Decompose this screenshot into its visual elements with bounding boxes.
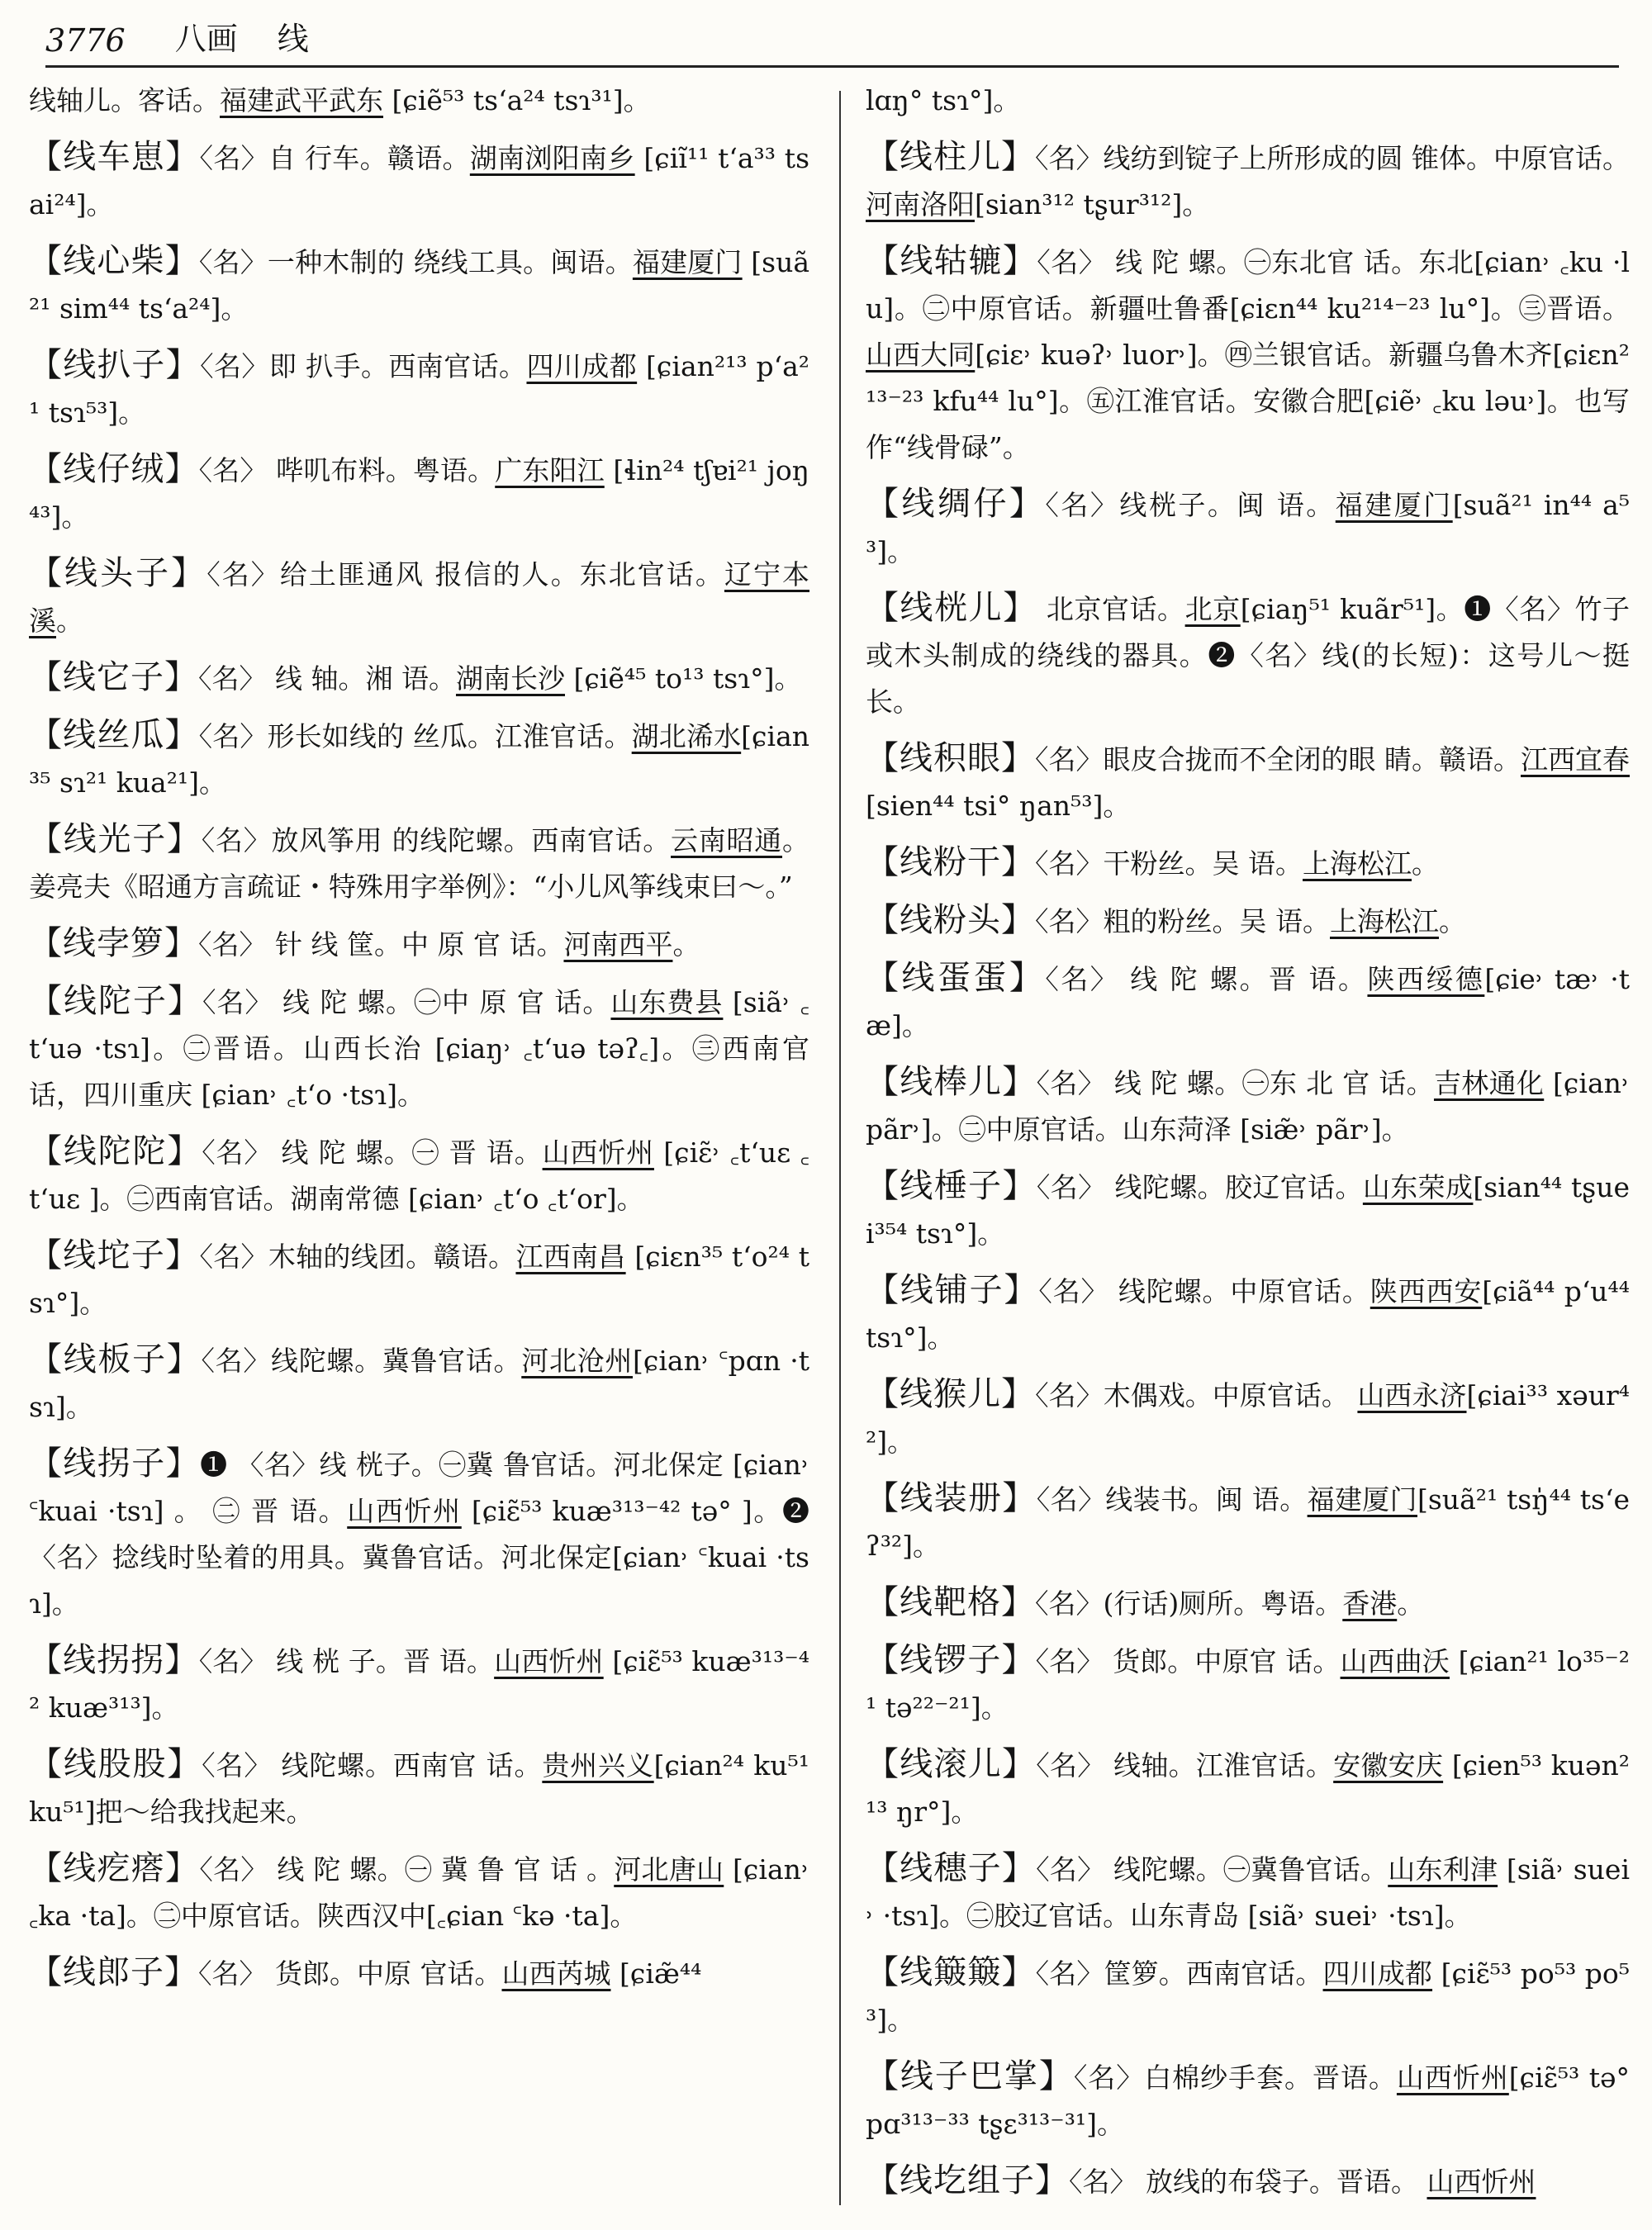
dictionary-entry xyxy=(866,238,1630,471)
entry-definition: 〈名〉 线陀螺。中原官话。 xyxy=(1038,1275,1370,1307)
entry-location: 福建厦门 xyxy=(632,246,743,278)
entry-location: 山西忻州 xyxy=(347,1495,462,1527)
dictionary-entry xyxy=(29,712,809,806)
entry-definition: lɑŋ° tsɿ°]。 xyxy=(866,84,1021,116)
entry-pronunciation: 。 xyxy=(1412,847,1439,880)
entry-location: 山西忻州 xyxy=(1427,2166,1536,2198)
entry-definition: 〈名〉即 扒手。西南官话。 xyxy=(200,350,527,382)
entry-pronunciation: [siã˒ ꜀t‘uə ·tsɿ]。㊁晋语。山西长治 [ɕiaŋ˒ ꜀t‘uə təʔ꜀]。㊂西南官话，四川重庆 [ɕian˒ ꜀t‘o ·tsɿ]。 xyxy=(29,986,809,1111)
entry-headword: 【线丝瓜】 xyxy=(29,716,199,754)
entry-headword: 【线簸簸】 xyxy=(866,1953,1036,1991)
entry-definition: 〈名〉 线陀螺。㊀冀鲁官话。 xyxy=(1036,1853,1389,1886)
entry-pronunciation: [ɕian²⁴ ku⁵¹ ku⁵¹]把～给我找起来。 xyxy=(29,1749,809,1828)
entry-pronunciation: [ɕiĩ¹¹ t‘a³³ tsai²⁴]。 xyxy=(29,142,809,221)
entry-definition: 〈名〉 针 线 筐。中 原 官 话。 xyxy=(198,928,564,961)
entry-pronunciation: [ɕiɛ̃⁵³ tə° pɑ³¹³⁻³³ tʂɛ³¹³⁻³¹]。 xyxy=(866,2062,1631,2140)
entry-location: 贵州兴义 xyxy=(542,1749,654,1782)
entry-location: 湖北浠水 xyxy=(631,720,742,752)
entry-headword: 【线猴儿】 xyxy=(866,1375,1036,1413)
entry-definition: 〈名〉白棉纱手套。晋语。 xyxy=(1073,2062,1397,2094)
entry-headword: 【线积眼】 xyxy=(866,739,1035,777)
dictionary-entry xyxy=(866,134,1630,228)
entry-pronunciation: [sian³¹² tʂur³¹²]。 xyxy=(975,188,1210,221)
entry-pronunciation: 。 xyxy=(672,928,700,961)
entry-location: 四川成都 xyxy=(526,350,638,382)
entry-location: 江西南昌 xyxy=(515,1241,626,1273)
entry-headword: 【线圪组子】 xyxy=(866,2161,1069,2199)
entry-location: 河南洛阳 xyxy=(866,188,975,221)
entry-headword: 【线穗子】 xyxy=(866,1849,1037,1887)
entry-definition: 〈名〉一种木制的 绕线工具。闽语。 xyxy=(198,246,633,278)
entry-location: 香港 xyxy=(1342,1587,1398,1620)
entry-headword: 【线滚儿】 xyxy=(866,1745,1037,1783)
entry-definition: 〈名〉 线 桄 子。晋 语。 xyxy=(198,1645,495,1677)
page-number: 3776 xyxy=(45,22,126,59)
header-headword: 线 xyxy=(277,21,309,57)
entry-location: 云南昭通 xyxy=(671,824,783,856)
entry-location: 河南西平 xyxy=(563,928,673,961)
dictionary-entry xyxy=(29,816,809,910)
dictionary-entry xyxy=(29,654,809,702)
entry-location: 湖南浏阳南乡 xyxy=(469,142,635,174)
dictionary-entry xyxy=(29,1440,809,1627)
entry-definition: 〈名〉 线 陀 螺。㊀中 原 官 话。 xyxy=(202,986,611,1018)
dictionary-entry xyxy=(866,1059,1630,1153)
entry-location: 山西忻州 xyxy=(542,1136,654,1169)
dictionary-entry xyxy=(866,1845,1630,1939)
dictionary-entry xyxy=(866,1637,1630,1731)
entry-headword: 【线靶格】 xyxy=(866,1583,1035,1621)
section-label: 八画 xyxy=(174,21,238,57)
entry-location: 山西忻州 xyxy=(1396,2062,1509,2094)
entry-location: 上海松江 xyxy=(1330,905,1439,937)
dictionary-entry xyxy=(866,735,1630,829)
entry-pronunciation: [ɕian˒ ꜀ka ·ta]。㊁中原官话。陕西汉中[꜀ɕian ꜂kə ·ta]。 xyxy=(29,1853,810,1932)
entry-definition: 线轴儿。客话。 xyxy=(29,84,220,116)
entry-location: 河北唐山 xyxy=(614,1853,724,1886)
entry-headword: 【线郎子】 xyxy=(29,1953,198,1991)
entry-pronunciation: 。姜亮夫《昭通方言疏证・特殊用字举例》：“小儿风筝线束曰～。” xyxy=(29,824,810,903)
entry-headword: 【线孛箩】 xyxy=(29,924,198,962)
dictionary-entry xyxy=(866,955,1630,1049)
entry-definition: 〈名〉 货郎。中原官 话。 xyxy=(1035,1645,1341,1677)
dictionary-entry xyxy=(29,1741,809,1835)
entry-headword: 【线疙瘩】 xyxy=(29,1849,200,1887)
entry-pronunciation: [ɕiẽ⁵³ ts‘a²⁴ tsɿ³¹]。 xyxy=(383,84,651,116)
dictionary-entry xyxy=(29,920,809,968)
entry-definition: 〈名〉线陀螺。冀鲁官话。 xyxy=(201,1345,522,1377)
entry-location: 湖南长沙 xyxy=(455,662,565,695)
entry-definition: 〈名〉放风筝用 的线陀螺。西南官话。 xyxy=(201,824,672,856)
dictionary-entry xyxy=(866,897,1630,945)
dictionary-entry xyxy=(866,1371,1630,1465)
entry-headword: 【线粉干】 xyxy=(866,843,1035,881)
left-column xyxy=(29,76,809,2213)
entry-headword: 【线车崽】 xyxy=(29,138,200,176)
entry-location: 北京 xyxy=(1184,593,1241,625)
entry-definition: 〈名〉自 行车。赣语。 xyxy=(199,142,470,174)
dictionary-entry xyxy=(866,2053,1630,2147)
entry-headword: 【线棒儿】 xyxy=(866,1063,1037,1101)
entry-definition: ❶ 〈名〉线 桄子。㊀冀 鲁官话。河北保定 [ɕian˒ ꜂kuai ·tsɿ] 。 ㊁ 晋 语。 xyxy=(29,1449,810,1527)
entry-pronunciation: [ɕiẽ⁴⁵ to¹³ tsɿ°]。 xyxy=(564,662,802,695)
dictionary-entry xyxy=(29,1128,809,1222)
entry-pronunciation: [ɕiɛ̃⁵³ po⁵³ po⁵³]。 xyxy=(866,1957,1631,2036)
entry-definition: 〈名〉 线 陀 螺。晋 语。 xyxy=(1045,963,1368,995)
dictionary-entry xyxy=(866,585,1630,725)
dictionary-entry xyxy=(29,1336,809,1431)
dictionary-entry xyxy=(866,1163,1630,1257)
entry-pronunciation: 。 xyxy=(1439,905,1466,937)
entry-location: 四川成都 xyxy=(1322,1957,1433,1990)
entry-headword: 【线绸仔】 xyxy=(866,485,1046,523)
entry-location: 山西永济 xyxy=(1357,1379,1467,1412)
entry-definition: 〈名〉筐箩。西南官话。 xyxy=(1035,1957,1323,1990)
entry-pronunciation: [ɕian˒ ꜂pɑn ·tsɿ]。 xyxy=(29,1345,810,1423)
entry-definition: 〈名〉 线 陀 螺。㊀ 晋 语。 xyxy=(202,1136,543,1169)
entry-definition: 〈名〉 货郎。中原 官话。 xyxy=(198,1957,502,1990)
entry-headword: 【线锣子】 xyxy=(866,1641,1036,1679)
entry-location: 福建厦门 xyxy=(1335,489,1453,521)
entry-pronunciation: [ɕian²¹³ p‘a²¹ tsɿ⁵³]。 xyxy=(29,350,809,429)
entry-pronunciation: [ɕian²¹ lo³⁵⁻²¹ tə²²⁻²¹]。 xyxy=(866,1645,1631,1724)
entry-headword: 【线拐子】 xyxy=(29,1445,201,1483)
entry-pronunciation: [ɕiɛ˒ kuəʔ˒ luor˒]。㊃兰银官话。新疆乌鲁木齐[ɕiɛn²¹³⁻²³ kfu⁴⁴ lu°]。㊄江淮官话。安徽合肥[ɕiẽ˒ ꜀ku ləu˒]。也写作“线骨碌”。 xyxy=(866,339,1630,463)
entry-definition: 〈名〉 线 陀 螺。㊀东 北 官 话。 xyxy=(1036,1067,1434,1099)
dictionary-entry xyxy=(866,2157,1630,2205)
dictionary-entry xyxy=(29,978,809,1118)
entry-headword: 【线陀子】 xyxy=(29,982,202,1020)
entry-headword: 【线光子】 xyxy=(29,820,202,858)
entry-definition: 〈名〉 线陀螺。胶辽官话。 xyxy=(1036,1171,1363,1203)
dictionary-entry xyxy=(29,550,809,644)
entry-pronunciation: [suã²¹ sim⁴⁴ ts‘a²⁴]。 xyxy=(29,246,810,325)
entry-headword: 【线棰子】 xyxy=(866,1167,1037,1205)
dictionary-entry xyxy=(866,1267,1630,1361)
dictionary-entry xyxy=(866,481,1630,575)
entry-headword: 【线心柴】 xyxy=(29,242,199,280)
entry-location: 安徽安庆 xyxy=(1333,1749,1444,1782)
entry-definition: 〈名〉 哔叽布料。粤语。 xyxy=(198,454,496,486)
dictionary-entry xyxy=(29,446,809,540)
entry-pronunciation: [ɕiɛ̃⁵³ kuæ³¹³⁻⁴² tə° ]。❷〈名〉捻线时坠着的用具。冀鲁官话。河北保定[ɕian˒ ꜂kuai ·tsɿ]。 xyxy=(29,1495,810,1620)
entry-headword: 【线装册】 xyxy=(866,1479,1037,1517)
entry-location: 河北沧州 xyxy=(521,1345,634,1377)
entry-definition: 北京官话。 xyxy=(1037,593,1185,625)
dictionary-entry xyxy=(29,238,809,332)
entry-definition: 〈名〉线桄子。闽 语。 xyxy=(1045,489,1336,521)
entry-pronunciation: 。 xyxy=(1397,1587,1425,1620)
dictionary-entry xyxy=(29,1949,809,1997)
entry-definition: 〈名〉 线 轴。湘 语。 xyxy=(198,662,456,695)
entry-pronunciation: [sien⁴⁴ tsi° ŋan⁵³]。 xyxy=(866,790,1131,822)
entry-definition: 〈名〉 放线的布袋子。晋语。 xyxy=(1069,2166,1427,2198)
entry-definition: 〈名〉线装书。闽 语。 xyxy=(1036,1483,1308,1516)
entry-definition: 〈名〉 线陀螺。西南官 话。 xyxy=(202,1749,543,1782)
entry-pronunciation: [ɕiai³³ xəur⁴²]。 xyxy=(866,1379,1631,1458)
entry-headword: 【线坨子】 xyxy=(29,1236,200,1274)
dictionary-entry xyxy=(29,1845,809,1939)
dictionary-entry xyxy=(866,1949,1630,2043)
entry-headword: 【线板子】 xyxy=(29,1340,202,1378)
entry-pronunciation: [sian⁴⁴ tʂuei³⁵⁴ tsɿ°]。 xyxy=(866,1171,1631,1250)
entry-location: 山东荣成 xyxy=(1362,1171,1474,1203)
entry-location: 广东阳江 xyxy=(495,454,605,486)
entry-pronunciation: [ɕiaŋ⁵¹ kuãr⁵¹]。❶〈名〉竹子或木头制成的绕线的器具。❷〈名〉线(的长短)：这号儿～挺长。 xyxy=(866,593,1630,718)
entry-location: 山东利津 xyxy=(1388,1853,1498,1886)
entry-pronunciation: [suã²¹ tsŋ̍⁴⁴ ts‘eʔ³²]。 xyxy=(866,1483,1630,1562)
entry-pronunciation: [suã²¹ in⁴⁴ a⁵³]。 xyxy=(866,489,1630,567)
entry-headword: 【线陀陀】 xyxy=(29,1132,202,1170)
entry-pronunciation: [ɕie˒ tæ˒ ·tæ]。 xyxy=(866,963,1630,1041)
dictionary-entry xyxy=(866,76,1630,124)
entry-location: 福建厦门 xyxy=(1307,1483,1417,1516)
entry-location: 福建武平武东 xyxy=(220,84,383,116)
entry-location: 陕西绥德 xyxy=(1367,963,1485,995)
entry-pronunciation: [ɕiɛ̃⁵³ kuæ³¹³⁻⁴² kuæ³¹³]。 xyxy=(29,1645,810,1724)
entry-headword: 【线蛋蛋】 xyxy=(866,959,1046,997)
entry-pronunciation: [ɕiã⁴⁴ p‘u⁴⁴ tsɿ°]。 xyxy=(866,1275,1631,1354)
entry-definition: 〈名〉(行话)厕所。粤语。 xyxy=(1035,1587,1343,1620)
column-divider xyxy=(839,91,841,2205)
entry-location: 山西大同 xyxy=(866,339,976,371)
dictionary-entry xyxy=(29,1232,809,1326)
entry-headword: 【线头子】 xyxy=(29,554,207,592)
entry-headword: 【线仔绒】 xyxy=(29,450,199,488)
entry-headword: 【线桄儿】 xyxy=(866,589,1037,627)
dictionary-entry xyxy=(866,1579,1630,1627)
entry-definition: 〈名〉眼皮合拢而不全闭的眼 睛。赣语。 xyxy=(1035,743,1521,776)
dictionary-entry xyxy=(866,1475,1630,1569)
entry-location: 山西曲沃 xyxy=(1340,1645,1450,1677)
dictionary-entry xyxy=(29,134,809,228)
entry-headword: 【线股股】 xyxy=(29,1745,202,1783)
entry-location: 辽宁本溪 xyxy=(29,558,810,637)
entry-headword: 【线柱儿】 xyxy=(866,138,1035,176)
entry-definition: 〈名〉 线 陀 螺。㊀ 冀 鲁 官 话 。 xyxy=(199,1853,615,1886)
entry-headword: 【线它子】 xyxy=(29,658,198,696)
entry-location: 吉林通化 xyxy=(1433,1067,1545,1099)
entry-pronunciation: 。 xyxy=(56,605,83,637)
entry-location: 陕西西安 xyxy=(1370,1275,1483,1307)
entry-pronunciation: [ɕian³⁵ sɿ²¹ kua²¹]。 xyxy=(29,720,810,799)
entry-definition: 〈名〉 线 陀 螺。㊀东北官 话。东北[ɕian˒ ꜀ku ·lu]。㊁中原官话。新疆吐鲁番[ɕiɛn⁴⁴ ku²¹⁴⁻²³ lu°]。㊂晋语。 xyxy=(866,246,1631,325)
entry-definition: 〈名〉 线轴。江淮官话。 xyxy=(1036,1749,1334,1782)
running-header xyxy=(45,17,1619,68)
entry-headword: 【线粉头】 xyxy=(866,901,1035,939)
entry-pronunciation: [ɕiɛ̃˒ ꜀t‘uɛ ꜀t‘uɛ ]。㊁西南官话。湖南常德 [ɕian˒ ꜀t‘o ꜀t‘or]。 xyxy=(29,1136,810,1215)
right-column xyxy=(866,76,1630,2213)
entry-pronunciation: [ɕiɛn³⁵ t‘o²⁴ tsɿ°]。 xyxy=(29,1241,810,1319)
entry-location: 山东费县 xyxy=(610,986,724,1018)
entry-pronunciation: [ɕien⁵³ kuən²¹³ ŋr°]。 xyxy=(866,1749,1631,1828)
entry-location: 山西芮城 xyxy=(501,1957,611,1990)
entry-definition: 〈名〉木轴的线团。赣语。 xyxy=(199,1241,516,1273)
entry-location: 江西宜春 xyxy=(1521,743,1630,776)
entry-definition: 〈名〉给土匪通风 报信的人。东北官话。 xyxy=(206,558,724,591)
entry-headword: 【线拐拐】 xyxy=(29,1641,199,1679)
dictionary-entry xyxy=(866,839,1630,887)
entry-headword: 【线子巴掌】 xyxy=(866,2057,1074,2095)
entry-definition: 〈名〉干粉丝。吴 语。 xyxy=(1035,847,1303,880)
entry-definition: 〈名〉线纺到锭子上所形成的圆 锥体。中原官话。 xyxy=(1035,142,1630,174)
entry-pronunciation: [ɬin²⁴ tʃɐi²¹ joŋ⁴³]。 xyxy=(29,454,809,533)
dictionary-entry xyxy=(29,76,809,124)
entry-pronunciation: [ɕiæ̃⁴⁴ xyxy=(610,1957,702,1990)
dictionary-entry xyxy=(866,1741,1630,1835)
entry-pronunciation: [siã˒ suei˒ ·tsɿ]。㊁胶辽官话。山东青岛 [siã˒ suei˒ ·tsɿ]。 xyxy=(866,1853,1630,1932)
entry-location: 山西忻州 xyxy=(494,1645,604,1677)
entry-headword: 【线扒子】 xyxy=(29,346,201,384)
entry-definition: 〈名〉木偶戏。中原官话。 xyxy=(1035,1379,1358,1412)
entry-definition: 〈名〉粗的粉丝。吴 语。 xyxy=(1035,905,1330,937)
dictionary-entry xyxy=(29,1637,809,1731)
entry-definition: 〈名〉形长如线的 丝瓜。江淮官话。 xyxy=(198,720,632,752)
entry-headword: 【线铺子】 xyxy=(866,1271,1039,1309)
dictionary-entry xyxy=(29,342,809,436)
entry-pronunciation: [ɕian˒ pãr˒]。㊁中原官话。山东菏泽 [siæ̃˒ pãr˒]。 xyxy=(866,1067,1631,1146)
entry-headword: 【线轱辘】 xyxy=(866,242,1037,280)
entry-location: 上海松江 xyxy=(1303,847,1412,880)
